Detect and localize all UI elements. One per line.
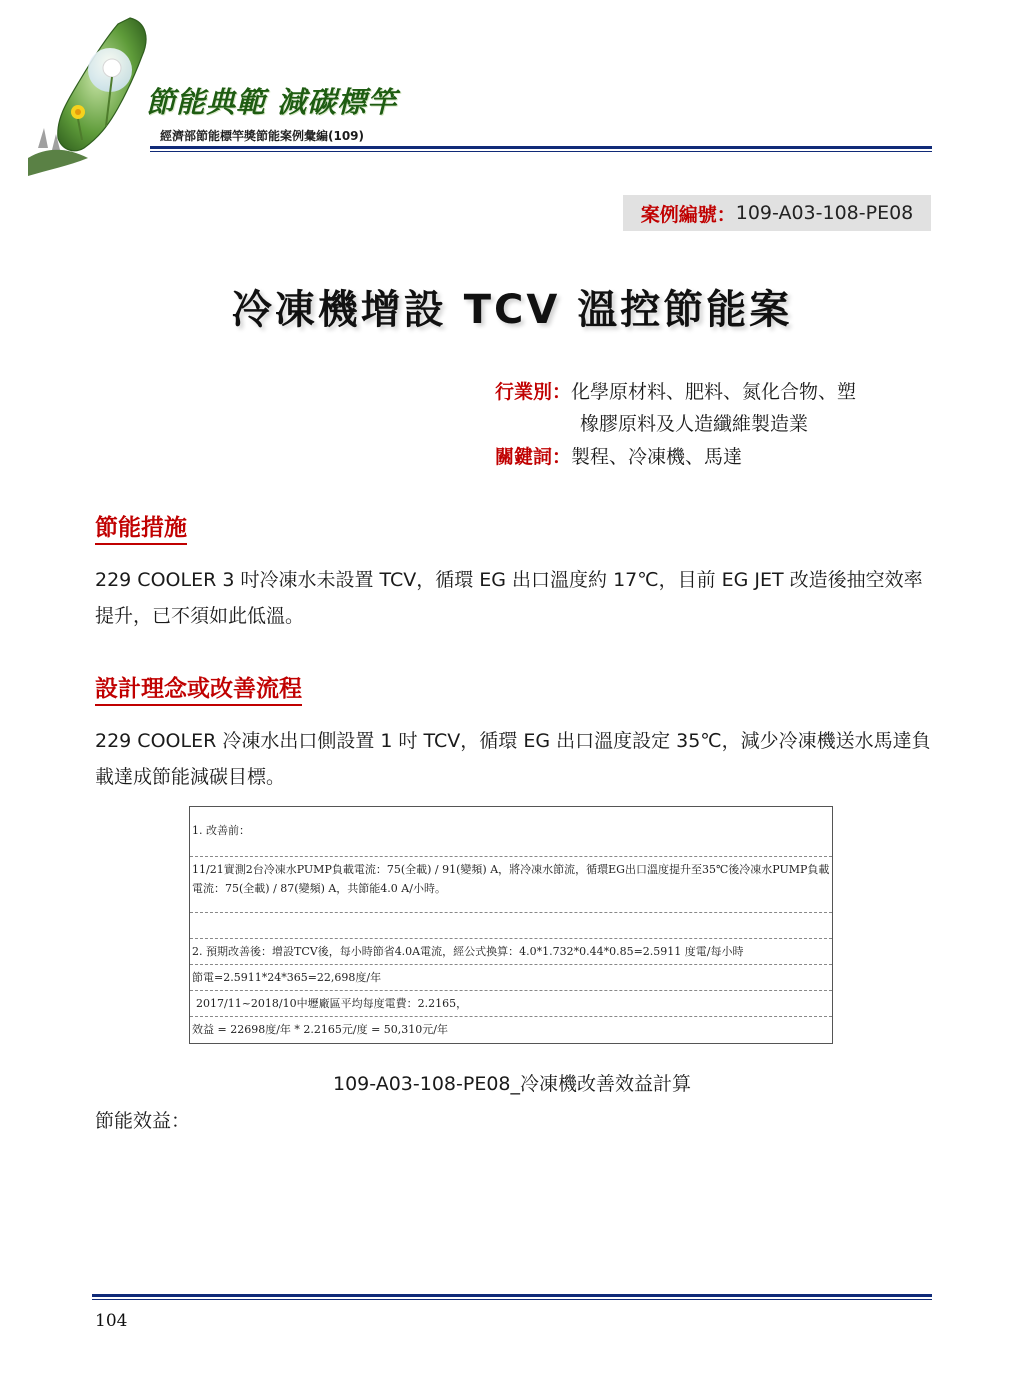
- keywords-line: [495, 442, 742, 469]
- footer-divider-thin: [92, 1299, 932, 1300]
- industry-line-1: [495, 377, 856, 404]
- industry-value-2: 橡膠原料及人造纖維製造業: [580, 413, 809, 435]
- section-heading-measures: 節能措施: [95, 509, 187, 545]
- header-title: 節能典範 減碳標竿: [146, 85, 398, 119]
- case-number-label: 案例編號：: [640, 203, 736, 226]
- industry-value-1: 化學原材料、肥料、氮化合物、塑: [571, 381, 857, 403]
- section-heading-design: 設計理念或改善流程: [95, 670, 302, 706]
- section-body-design: 229 COOLER 冷凍水出口側設置 1 吋 TCV，循環 EG 出口溫度設定 35℃，減少冷凍機送水馬達負載達成節能減碳目標。: [95, 730, 931, 788]
- calculation-table: [189, 806, 833, 1044]
- industry-label: 行業別：: [495, 381, 572, 403]
- page-title: 冷凍機增設 TCV 溫控節能案: [231, 287, 793, 333]
- calc-row-before-detail: 11/21實測2台冷凍水PUMP負載電流：75(全載) / 91(變頻) A，將冷凍水節流，循環EG出口溫度提升至35℃後冷凍水PUMP負載電流：75(全載) / 87(變頻) A，共節能4.0 A/小時。: [190, 857, 832, 913]
- case-number-box: [623, 195, 931, 231]
- header-divider: [150, 146, 932, 149]
- keywords-value: 製程、冷凍機、馬達: [571, 446, 743, 468]
- page-number: 104: [95, 1311, 128, 1331]
- header-subtitle: 經濟部節能標竿獎節能案例彙編(109): [160, 129, 365, 143]
- benefit-label: 節能效益：: [95, 1110, 191, 1132]
- footer-divider: [92, 1294, 932, 1297]
- calc-row-electricity-price: 2017/11~2018/10中壢廠區平均每度電費：2.2165，: [190, 991, 832, 1017]
- case-number-value: 109-A03-108-PE08: [735, 202, 914, 224]
- calc-row-after-heading: 2. 預期改善後：增設TCV後，每小時節省4.0A電流，經公式換算：4.0*1.732*0.44*0.85=2.5911 度電/每小時: [190, 939, 832, 965]
- keywords-label: 關鍵詞：: [495, 446, 572, 468]
- calc-row-blank: [190, 913, 832, 939]
- calc-row-annual-saving: 節電=2.5911*24*365=22,698度/年: [190, 965, 832, 991]
- calc-row-benefit: 效益 = 22698度/年 * 2.2165元/度 = 50,310元/年: [192, 1023, 449, 1036]
- calc-row-before-heading: 1. 改善前：: [190, 807, 832, 857]
- header-divider-thin: [150, 151, 932, 152]
- table-caption: 109-A03-108-PE08_冷凍機改善效益計算: [333, 1073, 691, 1095]
- section-body-measures: 229 COOLER 3 吋冷凍水未設置 TCV，循環 EG 出口溫度約 17℃，目前 EG JET 改造後抽空效率提升，已不須如此低溫。: [95, 569, 923, 627]
